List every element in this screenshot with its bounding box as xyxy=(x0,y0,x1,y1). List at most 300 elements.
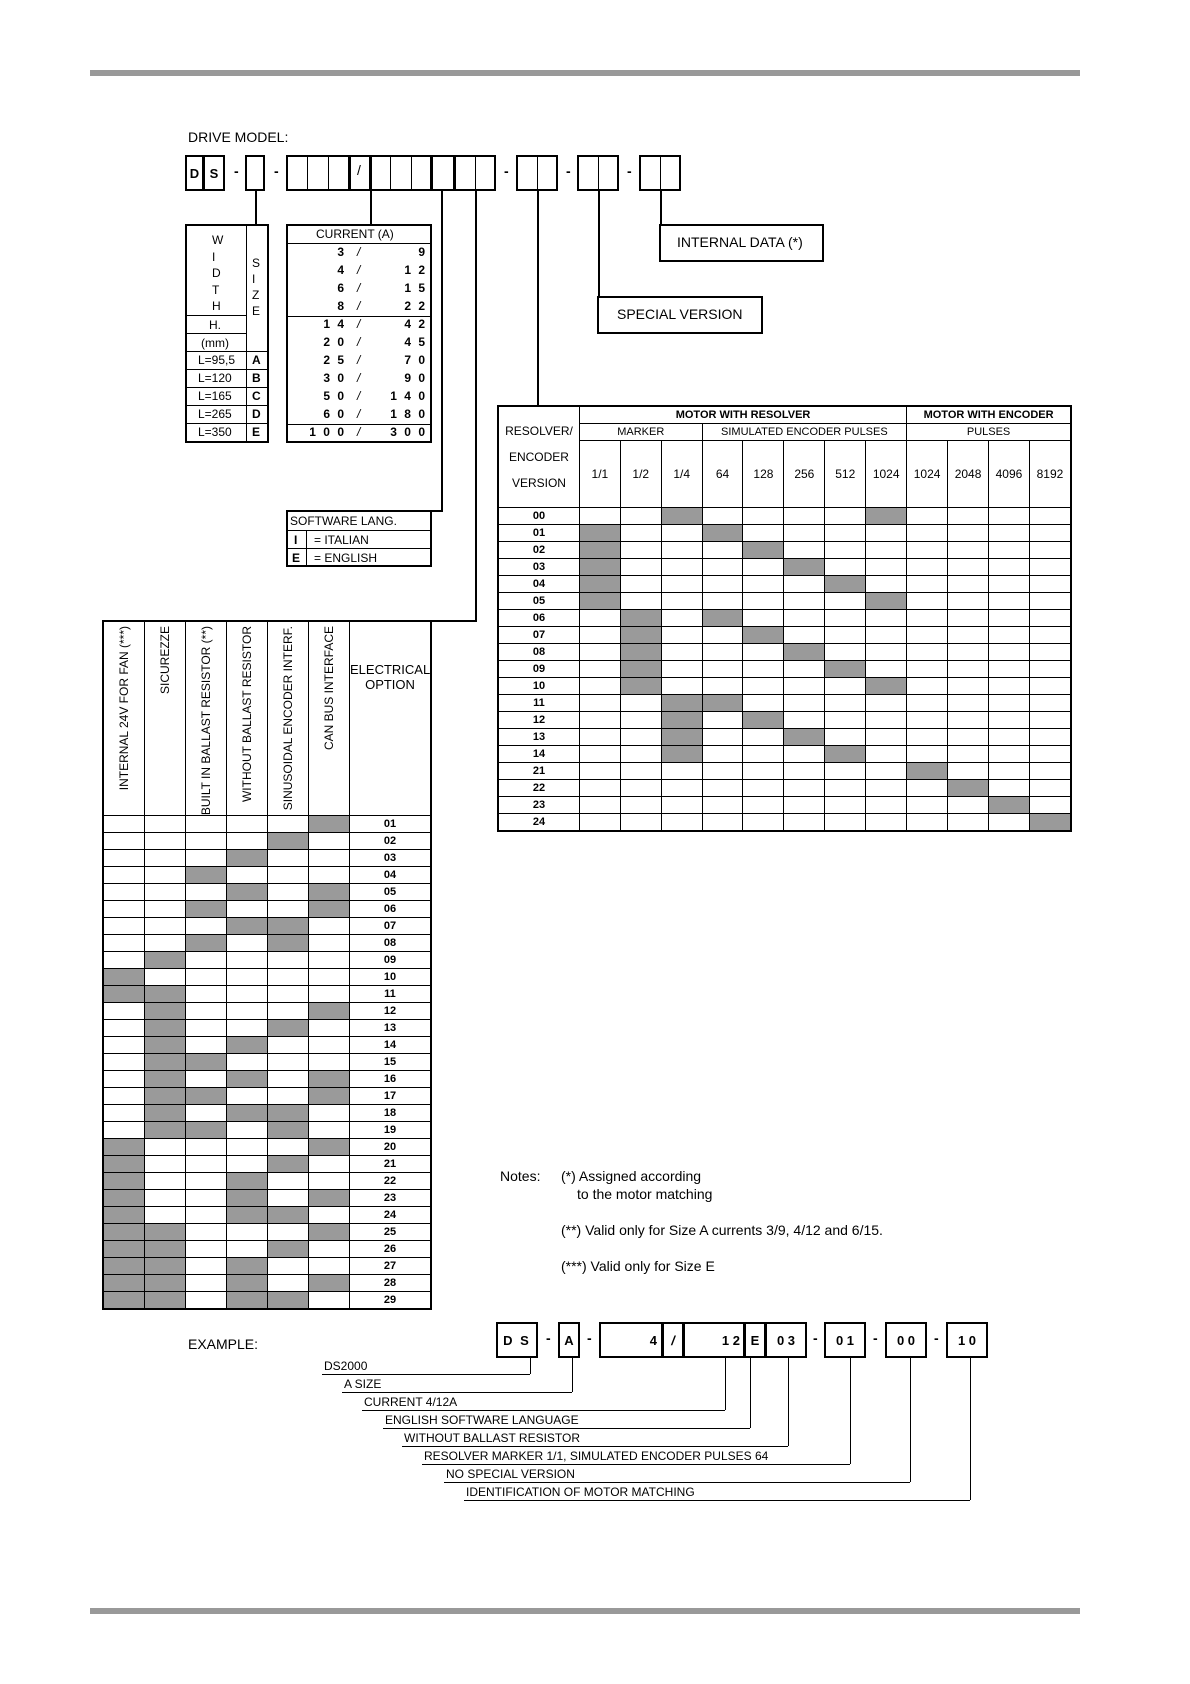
electrical-cell xyxy=(145,1173,186,1190)
electrical-cell xyxy=(309,816,350,833)
model-dash: - xyxy=(627,163,632,179)
resolver-encoder-table xyxy=(497,405,1072,832)
electrical-cell xyxy=(309,1156,350,1173)
resolver-cell xyxy=(620,644,661,661)
resolver-cell xyxy=(784,746,825,763)
resolver-cell xyxy=(907,763,948,780)
electrical-cell xyxy=(103,1122,145,1139)
example-current-b xyxy=(683,1322,745,1358)
electrical-cell xyxy=(268,1258,309,1275)
current-min: 6 0 xyxy=(323,407,346,421)
resolver-cell xyxy=(743,729,784,746)
resolver-cell xyxy=(907,729,948,746)
resolver-cell xyxy=(661,678,702,695)
resolver-col-header: 2048 xyxy=(948,441,989,508)
resolver-cell xyxy=(866,780,907,797)
electrical-code: 27 xyxy=(350,1258,432,1275)
model-box-d: D xyxy=(185,155,204,191)
resolver-cell xyxy=(743,610,784,627)
resolver-cell xyxy=(784,763,825,780)
electrical-code: 09 xyxy=(350,952,432,969)
resolver-cell xyxy=(579,542,620,559)
width-letter: W xyxy=(212,233,224,247)
table-row xyxy=(498,695,1071,712)
resolver-cell xyxy=(620,610,661,627)
electrical-code: 25 xyxy=(350,1224,432,1241)
electrical-code: 18 xyxy=(350,1105,432,1122)
electrical-cell xyxy=(268,1105,309,1122)
electrical-cell xyxy=(227,1292,268,1310)
electrical-cell xyxy=(309,1207,350,1224)
resolver-cell xyxy=(620,627,661,644)
model-box-current-a xyxy=(286,155,350,191)
electrical-cell xyxy=(186,1156,227,1173)
resolver-cell xyxy=(702,763,743,780)
resolver-cell xyxy=(907,576,948,593)
electrical-cell xyxy=(186,1003,227,1020)
electrical-cell xyxy=(186,1241,227,1258)
electrical-cell xyxy=(309,833,350,850)
resolver-cell xyxy=(989,661,1030,678)
table-row xyxy=(103,1292,431,1310)
resolver-cell xyxy=(620,508,661,525)
electrical-cell xyxy=(227,1275,268,1292)
electrical-cell xyxy=(145,1054,186,1071)
electrical-cell xyxy=(268,1088,309,1105)
current-slash: / xyxy=(357,353,361,367)
resolver-cell xyxy=(743,695,784,712)
resolver-cell xyxy=(620,525,661,542)
table-row xyxy=(103,1122,431,1139)
resolver-cell xyxy=(825,746,866,763)
resolver-code: 09 xyxy=(498,661,579,678)
electrical-cell xyxy=(268,833,309,850)
electrical-cell xyxy=(268,1020,309,1037)
electrical-code: 20 xyxy=(350,1139,432,1156)
electrical-cell xyxy=(268,969,309,986)
electrical-cell xyxy=(103,1105,145,1122)
electrical-code: 24 xyxy=(350,1207,432,1224)
table-row xyxy=(103,1258,431,1275)
table-row xyxy=(103,1156,431,1173)
table-row xyxy=(103,901,431,918)
example-explanation: A SIZE xyxy=(344,1377,382,1391)
lang-code-e: E xyxy=(292,551,301,565)
model-dash: - xyxy=(504,163,509,179)
resolver-cell xyxy=(1029,814,1071,832)
resolver-cell xyxy=(907,593,948,610)
table-row xyxy=(103,935,431,952)
resolver-cell xyxy=(743,627,784,644)
table-row xyxy=(103,952,431,969)
electrical-cell xyxy=(227,1088,268,1105)
electrical-cell xyxy=(186,1139,227,1156)
resolver-code: 12 xyxy=(498,712,579,729)
resolver-cell xyxy=(743,542,784,559)
resolver-cell xyxy=(620,695,661,712)
resolver-cell xyxy=(907,814,948,832)
electrical-cell xyxy=(227,1139,268,1156)
bottom-rule xyxy=(90,1608,1080,1614)
electrical-option-table xyxy=(102,620,432,1310)
electrical-cell xyxy=(268,1003,309,1020)
resolver-cell xyxy=(1029,593,1071,610)
model-box-size xyxy=(245,155,265,191)
resolver-cell xyxy=(907,797,948,814)
resolver-cell xyxy=(866,627,907,644)
table-row xyxy=(498,678,1071,695)
resolver-cell xyxy=(702,814,743,832)
resolver-cell xyxy=(743,644,784,661)
electrical-cell xyxy=(103,1173,145,1190)
electrical-cell xyxy=(227,918,268,935)
electrical-cell xyxy=(227,1190,268,1207)
electrical-cell xyxy=(103,918,145,935)
resolver-cell xyxy=(661,610,702,627)
example-special: 0 0 xyxy=(885,1322,927,1358)
electrical-code: 19 xyxy=(350,1122,432,1139)
electrical-cell xyxy=(268,918,309,935)
table-row xyxy=(103,1224,431,1241)
example-current-b-text: 1 2 xyxy=(721,1332,740,1348)
table-row xyxy=(103,850,431,867)
resolver-cell xyxy=(784,729,825,746)
electrical-code: 04 xyxy=(350,867,432,884)
resolver-code: 08 xyxy=(498,644,579,661)
resolver-col-header: 4096 xyxy=(989,441,1030,508)
resolver-cell xyxy=(948,678,989,695)
electrical-cell xyxy=(103,850,145,867)
width-value: L=350 xyxy=(198,425,232,439)
electrical-cell xyxy=(227,1207,268,1224)
table-row xyxy=(103,969,431,986)
resolver-cell xyxy=(784,525,825,542)
resolver-cell xyxy=(907,780,948,797)
resolver-cell xyxy=(907,627,948,644)
electrical-cell xyxy=(103,1003,145,1020)
current-slash: / xyxy=(357,245,361,259)
electrical-cell xyxy=(103,986,145,1003)
current-max: 1 2 xyxy=(404,263,427,277)
electrical-cell xyxy=(309,884,350,901)
resolver-code: 04 xyxy=(498,576,579,593)
current-min: 3 0 xyxy=(323,371,346,385)
resolver-cell xyxy=(579,644,620,661)
resolver-code: 06 xyxy=(498,610,579,627)
resolver-cell xyxy=(948,746,989,763)
resolver-cell xyxy=(702,610,743,627)
resolver-col-header: 256 xyxy=(784,441,825,508)
electrical-cell xyxy=(227,816,268,833)
size-value: C xyxy=(252,389,261,403)
resolver-cell xyxy=(784,542,825,559)
example-size: A xyxy=(558,1322,580,1358)
resolver-code: 14 xyxy=(498,746,579,763)
electrical-cell xyxy=(103,1241,145,1258)
table-row xyxy=(498,712,1071,729)
sub-marker: MARKER xyxy=(579,424,702,441)
electrical-cell xyxy=(309,1105,350,1122)
model-box-s: S xyxy=(203,155,225,191)
electrical-cell xyxy=(309,1071,350,1088)
electrical-header-text: WITHOUT BALLAST RESISTOR xyxy=(239,626,254,803)
group-resolver: MOTOR WITH RESOLVER xyxy=(579,406,906,424)
top-rule xyxy=(90,70,1080,76)
table-row xyxy=(498,763,1071,780)
table-row xyxy=(498,610,1071,627)
resolver-cell xyxy=(620,678,661,695)
resolver-header-line: ENCODER xyxy=(508,450,569,464)
current-min: 6 xyxy=(337,281,346,295)
resolver-cell xyxy=(661,644,702,661)
current-max: 1 4 0 xyxy=(390,389,427,403)
table-row xyxy=(498,525,1071,542)
table-row xyxy=(103,1173,431,1190)
resolver-cell xyxy=(702,695,743,712)
resolver-cell xyxy=(907,644,948,661)
resolver-cell xyxy=(620,576,661,593)
resolver-cell xyxy=(702,661,743,678)
electrical-code: 01 xyxy=(350,816,432,833)
electrical-cell xyxy=(268,884,309,901)
current-max: 7 0 xyxy=(404,353,427,367)
resolver-cell xyxy=(989,508,1030,525)
resolver-cell xyxy=(989,797,1030,814)
software-lang-title: SOFTWARE LANG. xyxy=(290,514,397,528)
table-row xyxy=(498,729,1071,746)
electrical-cell xyxy=(145,1122,186,1139)
table-row xyxy=(103,867,431,884)
resolver-cell xyxy=(825,576,866,593)
resolver-cell xyxy=(907,746,948,763)
electrical-cell xyxy=(145,1207,186,1224)
model-box-current-b xyxy=(370,155,432,191)
example-explanation: IDENTIFICATION OF MOTOR MATCHING xyxy=(466,1485,695,1499)
electrical-cell xyxy=(227,1020,268,1037)
resolver-col-header: 1/1 xyxy=(579,441,620,508)
current-min: 1 4 xyxy=(323,317,346,331)
electrical-cell xyxy=(145,918,186,935)
example-current-a xyxy=(599,1322,663,1358)
resolver-cell xyxy=(866,729,907,746)
resolver-cell xyxy=(579,525,620,542)
electrical-cell xyxy=(227,1003,268,1020)
resolver-cell xyxy=(784,610,825,627)
resolver-code: 21 xyxy=(498,763,579,780)
electrical-cell xyxy=(103,1275,145,1292)
resolver-code: 01 xyxy=(498,525,579,542)
resolver-cell xyxy=(620,746,661,763)
electrical-cell xyxy=(268,1054,309,1071)
example-explanation: CURRENT 4/12A xyxy=(364,1395,458,1409)
electrical-cell xyxy=(103,969,145,986)
current-min: 2 5 xyxy=(323,353,346,367)
electrical-cell xyxy=(268,1241,309,1258)
resolver-cell xyxy=(907,695,948,712)
resolver-cell xyxy=(702,746,743,763)
resolver-cell xyxy=(661,593,702,610)
resolver-cell xyxy=(702,542,743,559)
electrical-cell xyxy=(268,986,309,1003)
current-slash: / xyxy=(357,425,361,439)
resolver-code: 23 xyxy=(498,797,579,814)
electrical-cell xyxy=(227,1037,268,1054)
electrical-col-header xyxy=(268,621,309,816)
width-value: L=265 xyxy=(198,407,232,421)
resolver-col-header: 128 xyxy=(743,441,784,508)
electrical-cell xyxy=(186,1105,227,1122)
resolver-cell xyxy=(1029,695,1071,712)
table-row xyxy=(498,576,1071,593)
electrical-header-text: BUILT IN BALLAST RESISTOR (**) xyxy=(198,626,213,816)
resolver-cell xyxy=(907,559,948,576)
example-explanation: ENGLISH SOFTWARE LANGUAGE xyxy=(385,1413,579,1427)
electrical-cell xyxy=(268,1275,309,1292)
resolver-header-line: VERSION xyxy=(511,476,566,490)
electrical-cell xyxy=(145,1088,186,1105)
resolver-cell xyxy=(866,678,907,695)
electrical-col-header xyxy=(227,621,268,816)
resolver-code: 22 xyxy=(498,780,579,797)
electrical-cell xyxy=(145,884,186,901)
resolver-cell xyxy=(866,712,907,729)
resolver-col-header: 1024 xyxy=(866,441,907,508)
resolver-cell xyxy=(784,508,825,525)
resolver-cell xyxy=(743,576,784,593)
electrical-cell xyxy=(103,1088,145,1105)
model-dash: - xyxy=(274,163,279,179)
electrical-code: 13 xyxy=(350,1020,432,1037)
resolver-cell xyxy=(620,814,661,832)
resolver-cell xyxy=(661,780,702,797)
width-letter: H xyxy=(212,299,221,313)
electrical-cell xyxy=(227,969,268,986)
electrical-cell xyxy=(186,986,227,1003)
resolver-cell xyxy=(702,678,743,695)
resolver-code: 00 xyxy=(498,508,579,525)
electrical-code: 28 xyxy=(350,1275,432,1292)
example-internal: 1 0 xyxy=(946,1322,988,1358)
electrical-cell xyxy=(268,952,309,969)
resolver-cell xyxy=(866,797,907,814)
resolver-cell xyxy=(784,712,825,729)
electrical-cell xyxy=(309,1241,350,1258)
resolver-cell xyxy=(825,525,866,542)
electrical-cell xyxy=(309,1020,350,1037)
current-max: 9 xyxy=(418,245,427,259)
resolver-cell xyxy=(579,610,620,627)
resolver-cell xyxy=(907,525,948,542)
resolver-cell xyxy=(825,593,866,610)
table-row xyxy=(103,1139,431,1156)
electrical-cell xyxy=(309,1190,350,1207)
electrical-cell xyxy=(103,901,145,918)
electrical-cell xyxy=(145,935,186,952)
width-letter: I xyxy=(212,249,216,264)
resolver-cell xyxy=(825,644,866,661)
electrical-cell xyxy=(186,884,227,901)
electrical-cell xyxy=(145,1190,186,1207)
electrical-cell xyxy=(103,952,145,969)
resolver-col-header: 8192 xyxy=(1029,441,1071,508)
table-row xyxy=(103,833,431,850)
electrical-cell xyxy=(145,969,186,986)
resolver-cell xyxy=(784,814,825,832)
resolver-cell xyxy=(579,559,620,576)
electrical-cell xyxy=(103,833,145,850)
electrical-code: 03 xyxy=(350,850,432,867)
electrical-cell xyxy=(145,1224,186,1241)
electrical-cell xyxy=(309,1275,350,1292)
resolver-cell xyxy=(702,712,743,729)
resolver-cell xyxy=(866,542,907,559)
resolver-cell xyxy=(661,712,702,729)
resolver-col-header: 1/2 xyxy=(620,441,661,508)
resolver-cell xyxy=(620,729,661,746)
resolver-cell xyxy=(866,763,907,780)
resolver-code: 10 xyxy=(498,678,579,695)
electrical-cell xyxy=(103,1224,145,1241)
resolver-cell xyxy=(579,746,620,763)
size-value: B xyxy=(252,371,261,385)
resolver-code: 07 xyxy=(498,627,579,644)
resolver-cell xyxy=(825,627,866,644)
current-min: 8 xyxy=(337,299,346,313)
table-row xyxy=(103,986,431,1003)
table-row xyxy=(103,1020,431,1037)
electrical-cell xyxy=(227,1156,268,1173)
example-resolver: 0 1 xyxy=(824,1322,866,1358)
resolver-cell xyxy=(866,695,907,712)
resolver-cell xyxy=(1029,712,1071,729)
model-dash: - xyxy=(566,163,571,179)
model-box-lang xyxy=(431,155,455,191)
electrical-code: 21 xyxy=(350,1156,432,1173)
electrical-cell xyxy=(268,935,309,952)
model-dash: - xyxy=(234,163,239,179)
resolver-cell xyxy=(702,729,743,746)
electrical-cell xyxy=(103,1071,145,1088)
resolver-cell xyxy=(743,593,784,610)
h-label: H. xyxy=(209,318,221,332)
electrical-cell xyxy=(145,1156,186,1173)
resolver-cell xyxy=(948,729,989,746)
current-slash: / xyxy=(357,281,361,295)
example-dash: - xyxy=(813,1330,818,1346)
note-1b: to the motor matching xyxy=(577,1186,713,1202)
size-letter: I xyxy=(252,272,256,286)
resolver-cell xyxy=(989,576,1030,593)
resolver-cell xyxy=(825,610,866,627)
resolver-cell xyxy=(948,576,989,593)
resolver-cell xyxy=(743,797,784,814)
electrical-cell xyxy=(103,1207,145,1224)
electrical-cell xyxy=(309,1173,350,1190)
electrical-code: 07 xyxy=(350,918,432,935)
electrical-cell xyxy=(145,1037,186,1054)
electrical-cell xyxy=(186,1292,227,1310)
current-max: 1 5 xyxy=(404,281,427,295)
size-letter: Z xyxy=(252,288,260,302)
resolver-cell xyxy=(702,780,743,797)
resolver-cell xyxy=(907,542,948,559)
width-value: L=120 xyxy=(198,371,232,385)
resolver-code: 02 xyxy=(498,542,579,559)
resolver-cell xyxy=(661,627,702,644)
electrical-cell xyxy=(145,1241,186,1258)
resolver-cell xyxy=(579,797,620,814)
resolver-cell xyxy=(784,797,825,814)
